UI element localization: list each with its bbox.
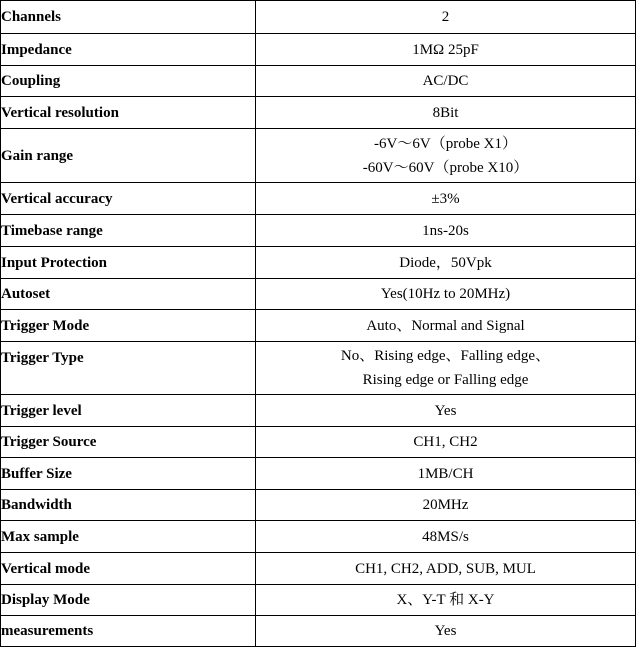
table-row [1,129,636,183]
row-value [256,129,636,183]
table-row [1,521,636,553]
row-label: Max sample [1,521,256,553]
value-line: -60V～60V（probe X10） [362,159,529,176]
row-value: 1ns-20s [256,215,636,247]
table-row [1,342,636,395]
row-label: Impedance [1,34,256,66]
table-row [1,279,636,310]
row-label: Timebase range [1,215,256,247]
row-value: Diode，50Vpk [256,247,636,279]
table-row [1,616,636,647]
row-label: Autoset [1,279,256,310]
table-row [1,215,636,247]
row-label: Channels [1,1,256,34]
row-value: Yes [256,616,636,647]
row-value: 20MHz [256,490,636,521]
table-row [1,585,636,616]
row-label: Trigger Source [1,427,256,458]
value-line: Rising edge or Falling edge [362,372,529,388]
row-label: Buffer Size [1,458,256,490]
row-label: Coupling [1,66,256,97]
row-value: CH1, CH2, ADD, SUB, MUL [256,553,636,585]
table-row [1,66,636,97]
row-label: Vertical accuracy [1,183,256,215]
row-value [256,342,636,395]
table-row [1,247,636,279]
row-value: 2 [256,1,636,34]
row-label: Vertical mode [1,553,256,585]
row-label: Gain range [1,129,256,183]
table-row [1,427,636,458]
row-value: 1MB/CH [256,458,636,490]
table-row [1,1,636,34]
value-line: -6V～6V（probe X1） [374,135,517,152]
table-row [1,395,636,427]
table-row [1,34,636,66]
table-row [1,458,636,490]
row-value: 8Bit [256,97,636,129]
table-row [1,183,636,215]
row-label: measurements [1,616,256,647]
row-value: AC/DC [256,66,636,97]
row-value: 48MS/s [256,521,636,553]
row-value: Yes [256,395,636,427]
row-value: 1MΩ 25pF [256,34,636,66]
table-row [1,310,636,342]
row-label: Trigger level [1,395,256,427]
value-line: No、Rising edge、Falling edge、 [340,348,551,364]
row-label: Trigger Type [1,342,256,395]
row-value: ±3% [256,183,636,215]
row-value: CH1, CH2 [256,427,636,458]
row-label: Bandwidth [1,490,256,521]
row-value: Yes(10Hz to 20MHz) [256,279,636,310]
row-label: Input Protection [1,247,256,279]
table-row [1,553,636,585]
row-label: Display Mode [1,585,256,616]
table-row [1,490,636,521]
row-value: Auto、Normal and Signal [256,310,636,342]
row-value: X、Y-T 和 X-Y [256,585,636,616]
table-row [1,97,636,129]
row-label: Trigger Mode [1,310,256,342]
row-label: Vertical resolution [1,97,256,129]
